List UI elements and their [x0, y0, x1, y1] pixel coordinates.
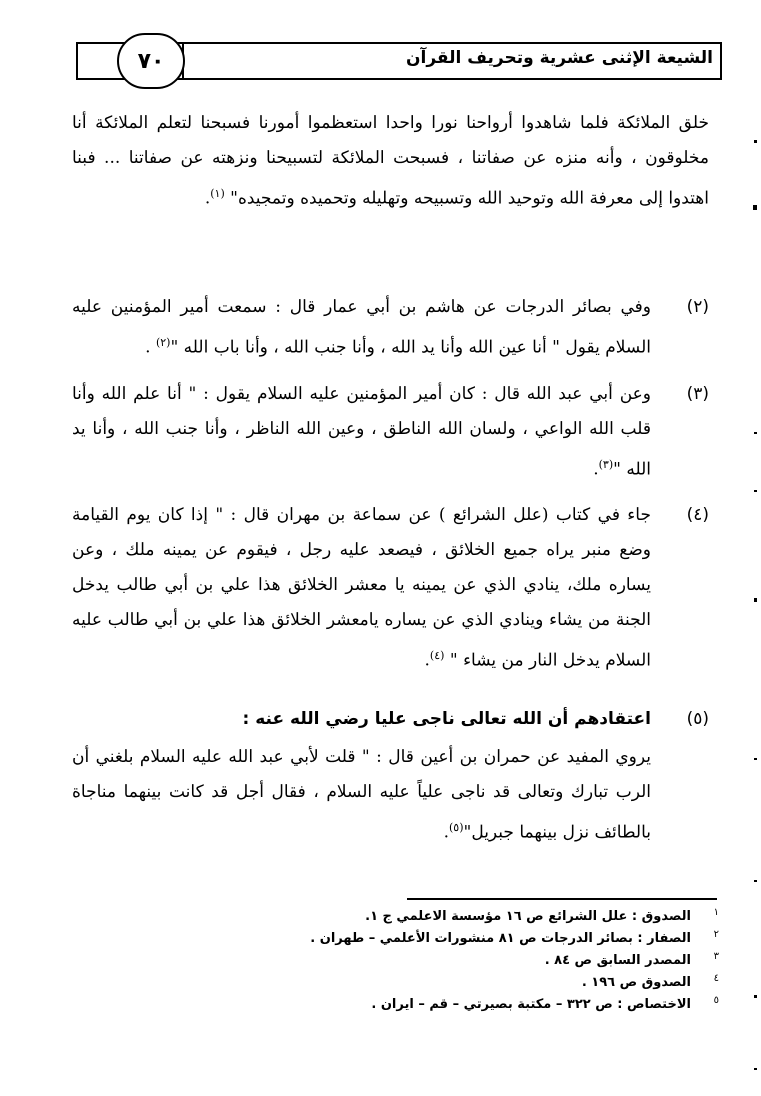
intro-paragraph	[72, 106, 709, 217]
scan-mark	[754, 490, 757, 492]
item-text: وفي بصائر الدرجات عن هاشم بن أبي عمار قال : سمعت أمير المؤمنين عليه السلام يقول " أنا عين الله وأنا يد الله ، وأنا جنب الله ، وأنا باب الله "	[72, 297, 651, 358]
footnote-item	[199, 972, 719, 994]
page-number: ٧٠	[117, 33, 185, 89]
item5-paragraph	[72, 740, 651, 851]
section-heading: اعتقادهم أن الله تعالى ناجى عليا رضي الله عنه :	[242, 709, 651, 729]
intro-end: .	[204, 188, 211, 209]
item-end: .	[443, 822, 449, 843]
scan-mark	[754, 1068, 757, 1070]
item-text: يروي المفيد عن حمران بن أعين قال : " قلت لأبي عبد الله عليه السلام بلغني أن الرب تبارك وتعالى قد ناجى علياً عليه السلام ، فقال أجل قد كانت بينهما مناجاة بالطائف نزل بينهما جبريل"	[72, 747, 651, 843]
intro-text: خلق الملائكة فلما شاهدوا أرواحنا نورا واحدا استعظموا أمورنا فسبحنا لتعلم الملائكة أنا مخلوقون ، وأنه منزه عن صفاتنا ، فسبحت الملائكة لتسبيحنا ونزهته عن صفاتنا ... فبنا اهتدوا إلى معرفة الله وتوحيد الله وتسبيحه وتهليله وتحميده وتمجيده"	[72, 113, 709, 209]
footnote-number: ٤	[713, 973, 719, 984]
footnote-text: المصدر السابق ص ٨٤ .	[544, 953, 691, 968]
item-end: .	[593, 459, 599, 480]
footnote-ref: (١)	[210, 187, 225, 200]
footnote-item	[199, 928, 719, 950]
footnote-number: ٢	[713, 929, 719, 940]
footnote-ref: (٤)	[429, 649, 445, 662]
footnote-ref: (٥)	[448, 821, 464, 834]
footnote-item	[199, 950, 719, 972]
list-item-3	[72, 377, 709, 488]
scan-mark	[754, 598, 757, 602]
footnote-number: ٥	[713, 995, 719, 1006]
item-text: وعن أبي عبد الله قال : كان أمير المؤمنين عليه السلام يقول : " أنا علم الله وأنا قلب الله الواعي ، ولسان الله الناطق ، وعين الله الناظر ، وأنا جنب الله ، وأنا يد الله "	[72, 384, 651, 480]
list-item-5	[72, 702, 709, 737]
footnote-ref: (٣)	[598, 458, 614, 471]
item-end: .	[145, 337, 156, 358]
footnote-item	[199, 994, 719, 1016]
footnote-number: ١	[713, 907, 719, 918]
list-item-4	[72, 498, 709, 679]
list-item-2	[72, 290, 709, 366]
scan-mark	[754, 140, 757, 143]
footnote-number: ٣	[713, 951, 719, 962]
footnote-text: الاختصاص : ص ٣٢٢ – مكتبة بصيرتي – قم – ايران .	[371, 997, 691, 1012]
item-text: جاء في كتاب (علل الشرائع ) عن سماعة بن مهران قال : " إذا كان يوم القيامة وضع منبر يراه جميع الخلائق ، فيصعد عليه رجل ، فيقوم عن يمينه ملك ، وعن يساره ملك، ينادي الذي عن يمينه يا معشر الخلائق هذا علي بن أبي طالب يدخل الجنة من يشاء وينادي الذي عن يساره يامعشر الخلائق هذا علي بن أبي طالب عليه السلام يدخل النار من يشاء "	[72, 505, 651, 671]
footnote-text: الصفار : بصائر الدرجات ص ٨١ منشورات الأعلمي – طهران .	[310, 931, 691, 946]
scan-mark	[754, 758, 757, 760]
footnote-text: الصدوق ص ١٩٦ .	[581, 975, 691, 990]
footnote-separator	[407, 898, 717, 900]
scan-mark	[754, 995, 757, 998]
scan-mark	[754, 880, 757, 882]
item-number: (٣)	[686, 384, 709, 404]
item-number: (٤)	[686, 505, 709, 525]
item-number: (٥)	[686, 709, 709, 729]
item-number: (٢)	[686, 297, 709, 317]
scan-mark	[754, 432, 757, 434]
footnote-item	[199, 906, 719, 928]
scan-mark	[753, 205, 757, 210]
footnote-text: الصدوق : علل الشرائع ص ١٦ مؤسسة الاعلمي ج ١.	[365, 909, 691, 924]
book-title: الشيعة الإثنى عشرية وتحريف القرآن	[406, 48, 713, 68]
item-end: .	[424, 650, 430, 671]
footnote-ref: (٢)	[155, 336, 171, 349]
footnotes	[199, 906, 719, 1016]
